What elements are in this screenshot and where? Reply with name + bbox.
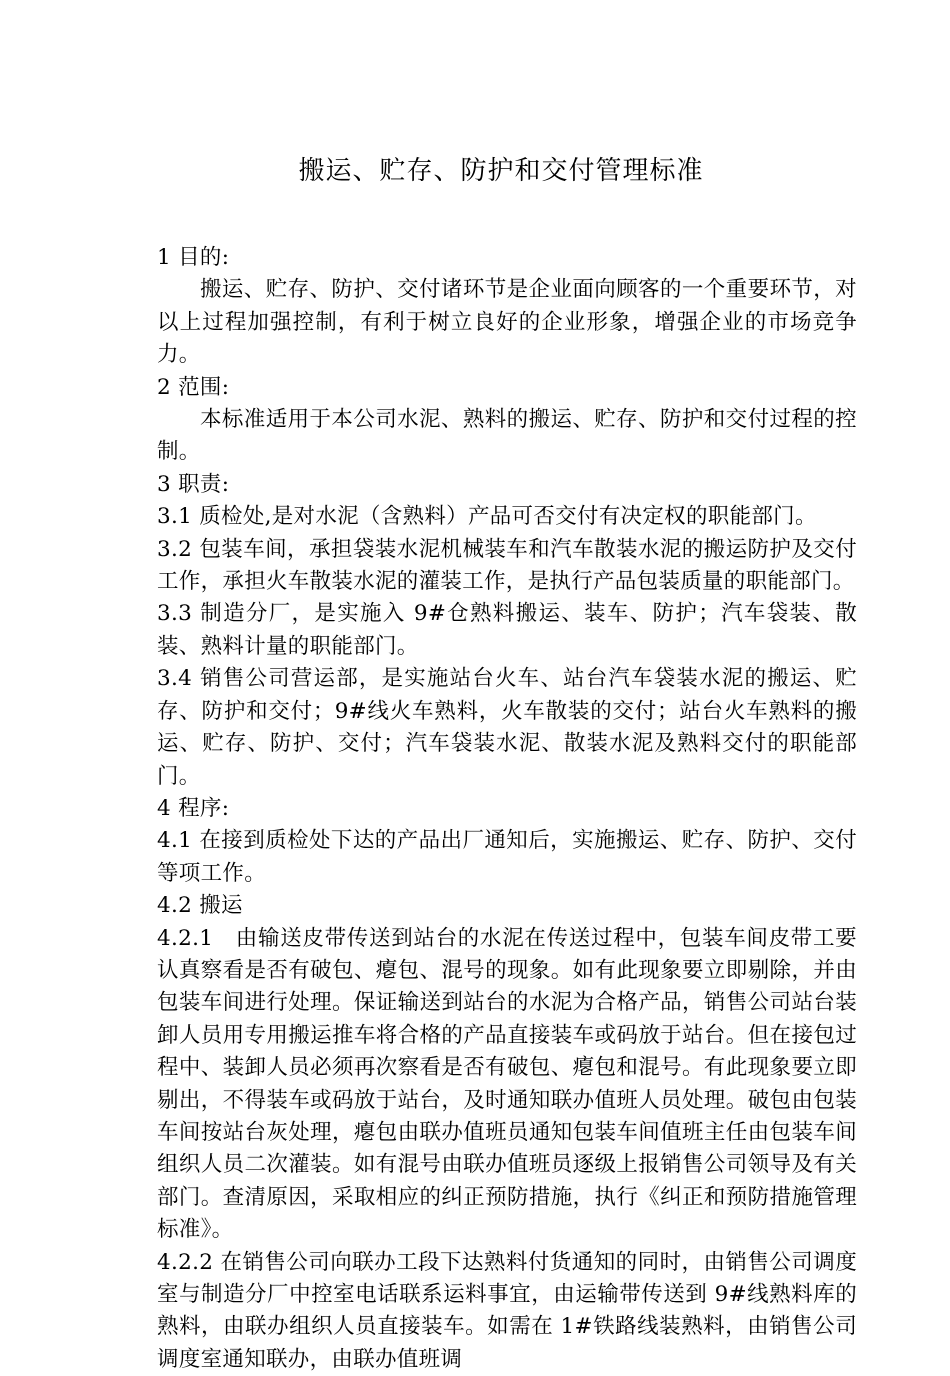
- section-heading-responsibilities: 3 职责:: [157, 471, 230, 497]
- section-heading-purpose: 1 目的:: [157, 245, 230, 270]
- document-body: [157, 242, 857, 1376]
- document-title: 搬运、贮存、防护和交付管理标准: [298, 156, 704, 186]
- paragraph-4-2-1: 4.2.1 由输送皮带传送到站台的水泥在传送过程中，包装车间皮带工要认真察看是否有破包、瘪包、混号的现象。如有此现象要立即剔除，并由包装车间进行处理。保证输送到站台的水泥为合格产品，销售公司站台装卸人员用专用搬运推车将合格的产品直接装车或码放于站台。但在接包过程中、装卸人员必须再次察看是否有破包、瘪包和混号。有此现象要立即剔出，不得装车或码放于站台，及时通知联办值班人员处理。破包由包装车间按站台灰处理，瘪包由联办值班员通知包装车间值班主任由包装车间组织人员二次灌装。如有混号由联办值班员逐级上报销售公司领导及有关部门。查清原因，采取相应的纠正预防措施，执行《纠正和预防措施管理标准》。: [157, 925, 857, 1243]
- paragraph-4-2-2: 4.2.2 在销售公司向联办工段下达熟料付货通知的同时，由销售公司调度室与制造分厂中控室电话联系运料事宜，由运输带传送到 9#线熟料库的熟料，由联办组织人员直接装车。如需在 1#铁路线装熟料，由销售公司调度室通知联办，由联办值班调: [157, 1249, 857, 1372]
- paragraph-scope: 本标准适用于本公司水泥、熟料的搬运、贮存、防护和交付过程的控制。: [157, 407, 857, 465]
- paragraph-3-2: 3.2 包装车间，承担袋装水泥机械装车和汽车散装水泥的搬运防护及交付工作，承担火车散装水泥的灌装工作，是执行产品包装质量的职能部门。: [157, 536, 857, 595]
- paragraph-3-4: 3.4 销售公司营运部，是实施站台火车、站台汽车袋装水泥的搬运、贮存、防护和交付；9#线火车熟料，火车散装的交付；站台火车熟料的搬运、贮存、防护、交付；汽车袋装水泥、散装水泥及熟料交付的职能部门。: [157, 666, 857, 789]
- section-heading-procedure: 4 程序:: [157, 795, 230, 821]
- section-heading-scope: 2 范围:: [157, 374, 230, 400]
- subsection-heading-handling: 4.2 搬运: [157, 893, 243, 919]
- paragraph-3-1: 3.1 质检处,是对水泥（含熟料）产品可否交付有决定权的职能部门。: [157, 504, 817, 530]
- paragraph-3-3: 3.3 制造分厂，是实施入 9#仓熟料搬运、装车、防护；汽车袋装、散装、熟料计量的职能部门。: [157, 601, 857, 659]
- paragraph-4-1: 4.1 在接到质检处下达的产品出厂通知后，实施搬运、贮存、防护、交付等项工作。: [157, 828, 857, 886]
- paragraph-purpose: 搬运、贮存、防护、交付诸环节是企业面向顾客的一个重要环节，对以上过程加强控制，有利于树立良好的企业形象，增强企业的市场竞争力。: [157, 277, 857, 368]
